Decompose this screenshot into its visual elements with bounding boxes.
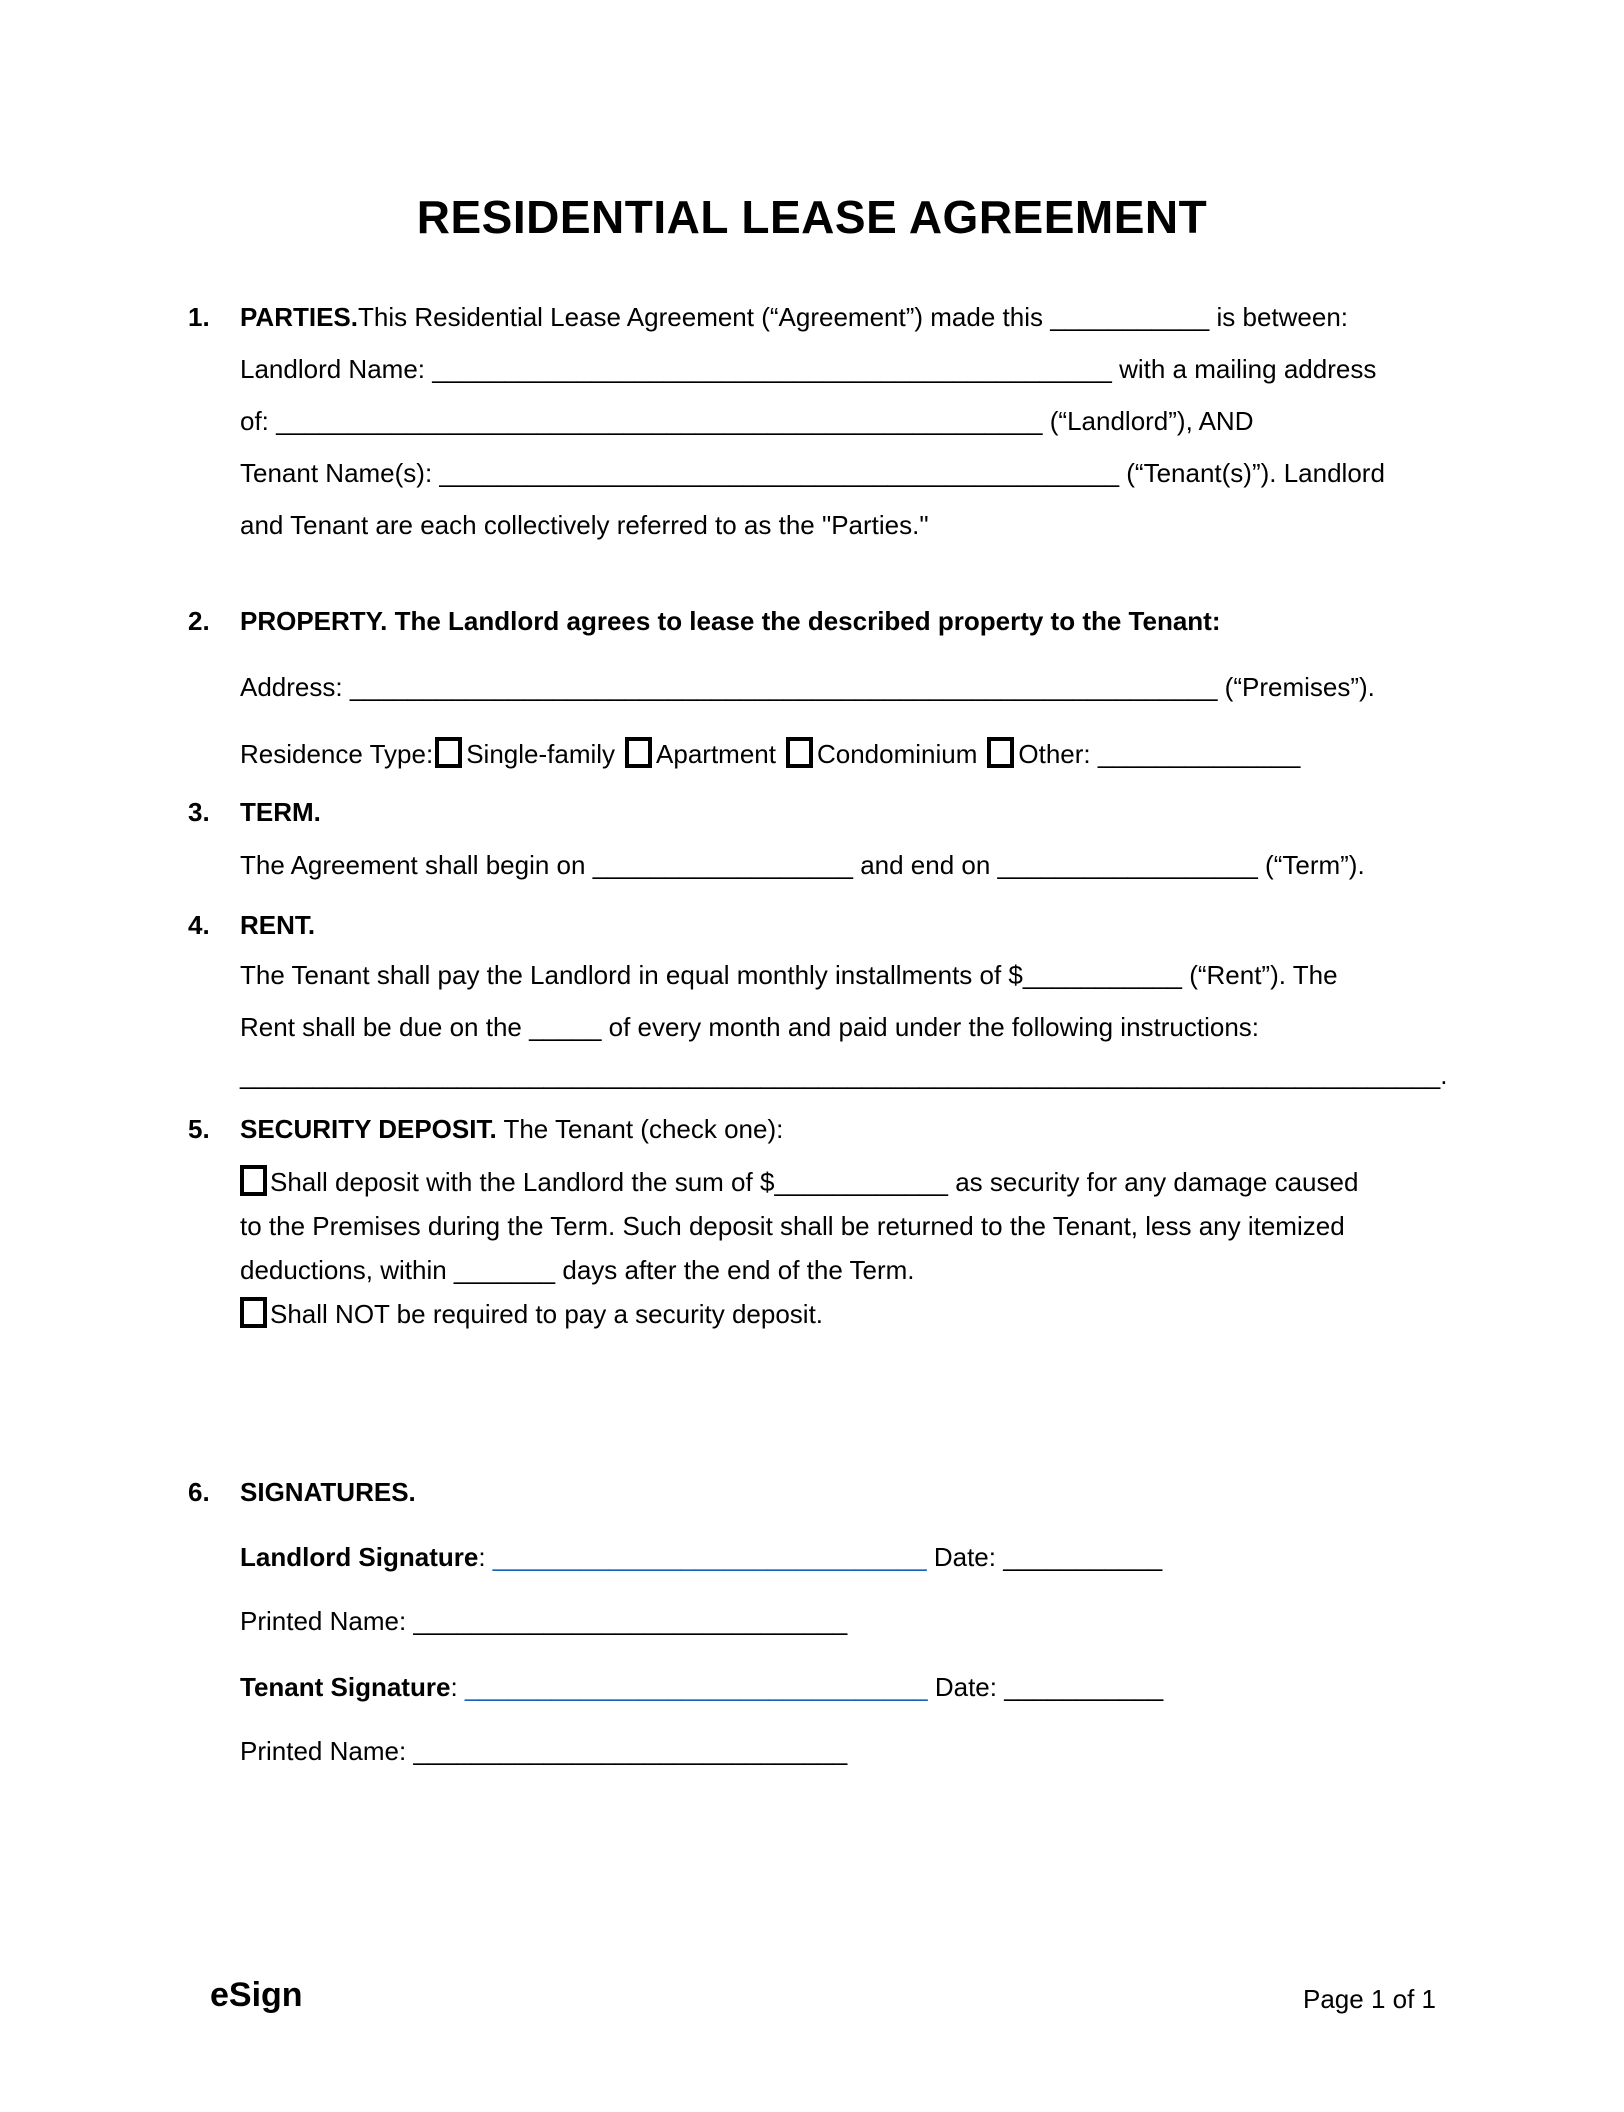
deposit-option2-text: Shall NOT be required to pay a security deposit. xyxy=(270,1299,824,1329)
checkbox-apartment[interactable] xyxy=(625,737,652,768)
rent-amount-field[interactable]: ___________ xyxy=(1022,960,1182,990)
section-heading-deposit: SECURITY DEPOSIT. xyxy=(240,1114,497,1144)
page-number: Page 1 of 1 xyxy=(1303,1984,1436,2014)
tenant-signature-line xyxy=(240,1670,1163,1704)
section-number-signatures: 6. xyxy=(188,1477,210,1507)
checkbox-other[interactable] xyxy=(987,737,1014,768)
parties-closing-line xyxy=(240,508,929,542)
payment-instructions-line xyxy=(240,1058,1447,1092)
deposit-return-days-field[interactable]: _______ xyxy=(453,1255,556,1285)
landlord-address-suffix: (“Landlord”), AND xyxy=(1042,406,1254,436)
residence-type-line xyxy=(240,737,1300,771)
deposit-option1-line3 xyxy=(240,1253,915,1287)
tenant-date-field[interactable]: ___________ xyxy=(1004,1672,1164,1702)
deposit-option1-line2 xyxy=(240,1209,1345,1243)
section-heading-property: PROPERTY. xyxy=(240,606,388,636)
term-heading-line xyxy=(188,795,321,829)
section-heading-parties: PARTIES. xyxy=(240,302,358,332)
rent-due-line xyxy=(240,1010,1259,1044)
premises-address-field[interactable]: ____________________________________________________________ xyxy=(349,672,1218,702)
tenant-name-field[interactable]: _______________________________________________ xyxy=(439,458,1120,488)
checkbox-single-family[interactable] xyxy=(435,737,462,768)
rent-heading-line xyxy=(188,908,315,942)
landlord-name-label: Landlord Name: xyxy=(240,354,433,384)
deposit-option1-text-e: days after the end of the Term. xyxy=(555,1255,915,1285)
tenant-signature-colon: : xyxy=(450,1672,465,1702)
term-dates-line xyxy=(240,848,1365,882)
deposit-heading-rest: The Tenant (check one): xyxy=(496,1114,784,1144)
tenant-date-label: Date: xyxy=(927,1672,1005,1702)
section-heading-rent: RENT. xyxy=(240,910,316,940)
checkbox-condominium[interactable] xyxy=(786,737,813,768)
property-heading-line xyxy=(188,604,1221,638)
tenant-name-suffix: (“Tenant(s)”). Landlord xyxy=(1119,458,1385,488)
payment-instructions-period: . xyxy=(1440,1060,1448,1090)
landlord-signature-field[interactable]: ______________________________ xyxy=(492,1542,927,1572)
section-heading-signatures: SIGNATURES. xyxy=(240,1477,416,1507)
tenant-name-label: Tenant Name(s): xyxy=(240,458,440,488)
section-number-deposit: 5. xyxy=(188,1114,210,1144)
term-end-date-field[interactable]: __________________ xyxy=(997,850,1258,880)
rent-amount-line xyxy=(240,958,1338,992)
residence-type-label: Residence Type: xyxy=(240,739,434,769)
page-title: RESIDENTIAL LEASE AGREEMENT xyxy=(416,191,1208,243)
parties-intro-line xyxy=(188,300,1348,334)
landlord-address-label: of: xyxy=(240,406,277,436)
landlord-date-field[interactable]: ___________ xyxy=(1003,1542,1163,1572)
section-number-parties: 1. xyxy=(188,302,210,332)
landlord-signature-colon: : xyxy=(478,1542,493,1572)
term-start-date-field[interactable]: __________________ xyxy=(592,850,853,880)
option-label-single-family: Single-family xyxy=(466,739,616,769)
landlord-date-label: Date: xyxy=(926,1542,1004,1572)
landlord-printed-name-line xyxy=(240,1604,847,1638)
landlord-signature-label: Landlord Signature xyxy=(240,1542,479,1572)
esign-logo: eSign xyxy=(210,1976,303,2014)
option-label-apartment: Apartment xyxy=(656,739,776,769)
deposit-option2-line xyxy=(240,1297,823,1331)
property-address-suffix: (“Premises”). xyxy=(1217,672,1375,702)
rent-due-text: Rent shall be due on the xyxy=(240,1012,530,1042)
deposit-option1-line1 xyxy=(240,1165,1358,1199)
residence-other-field[interactable]: ______________ xyxy=(1097,739,1301,769)
landlord-name-field[interactable]: _______________________________________________ xyxy=(432,354,1112,384)
term-begin-label: The Agreement shall begin on xyxy=(240,850,593,880)
landlord-name-suffix: with a mailing address xyxy=(1111,354,1377,384)
deposit-option1-text-a: Shall deposit with the Landlord the sum of $ xyxy=(270,1167,775,1197)
landlord-signature-line xyxy=(240,1540,1162,1574)
term-end-label: and end on xyxy=(852,850,998,880)
term-suffix: (“Term”). xyxy=(1257,850,1365,880)
section-heading-term: TERM. xyxy=(240,797,321,827)
agreement-date-field[interactable]: ___________ xyxy=(1050,302,1210,332)
signatures-heading-line xyxy=(188,1475,416,1509)
landlord-name-line xyxy=(240,352,1376,386)
deposit-amount-field[interactable]: ____________ xyxy=(774,1167,948,1197)
landlord-printed-name-label: Printed Name: xyxy=(240,1606,414,1636)
deposit-option1-text-d: deductions, within xyxy=(240,1255,454,1285)
tenant-printed-name-label: Printed Name: xyxy=(240,1736,414,1766)
property-address-line xyxy=(240,670,1375,704)
deposit-heading-line xyxy=(188,1112,783,1146)
parties-closing-text: and Tenant are each collectively referred to as the "Parties." xyxy=(240,510,929,540)
section-number-property: 2. xyxy=(188,606,210,636)
checkbox-deposit-required[interactable] xyxy=(240,1165,267,1196)
parties-intro-text: This Residential Lease Agreement (“Agreement”) made this xyxy=(357,302,1051,332)
deposit-option1-text-c: to the Premises during the Term. Such deposit shall be returned to the Tenant, less any itemized xyxy=(240,1211,1345,1241)
landlord-printed-name-field[interactable]: ______________________________ xyxy=(413,1606,848,1636)
property-address-label: Address: xyxy=(240,672,350,702)
option-label-condominium: Condominium xyxy=(816,739,978,769)
landlord-address-line xyxy=(240,404,1254,438)
section-number-term: 3. xyxy=(188,797,210,827)
tenant-signature-field[interactable]: ________________________________ xyxy=(464,1672,928,1702)
tenant-signature-label: Tenant Signature xyxy=(240,1672,451,1702)
landlord-address-field[interactable]: _____________________________________________________ xyxy=(276,406,1043,436)
rent-due-suffix: of every month and paid under the following instructions: xyxy=(601,1012,1260,1042)
section-number-rent: 4. xyxy=(188,910,210,940)
rent-amount-suffix: (“Rent”). The xyxy=(1181,960,1338,990)
tenant-printed-name-field[interactable]: ______________________________ xyxy=(413,1736,848,1766)
tenant-printed-name-line xyxy=(240,1734,847,1768)
tenant-name-line xyxy=(240,456,1385,490)
deposit-option1-text-b: as security for any damage caused xyxy=(947,1167,1359,1197)
property-heading-rest: The Landlord agrees to lease the described property to the Tenant: xyxy=(387,606,1221,636)
parties-intro-text-end: is between: xyxy=(1209,302,1349,332)
rent-amount-text: The Tenant shall pay the Landlord in equal monthly installments of $ xyxy=(240,960,1023,990)
option-label-other: Other: xyxy=(1018,739,1098,769)
checkbox-no-deposit[interactable] xyxy=(240,1297,267,1328)
rent-due-day-field[interactable]: _____ xyxy=(529,1012,602,1042)
payment-instructions-field[interactable]: ___________________________________________________________________________________ xyxy=(240,1060,1441,1090)
